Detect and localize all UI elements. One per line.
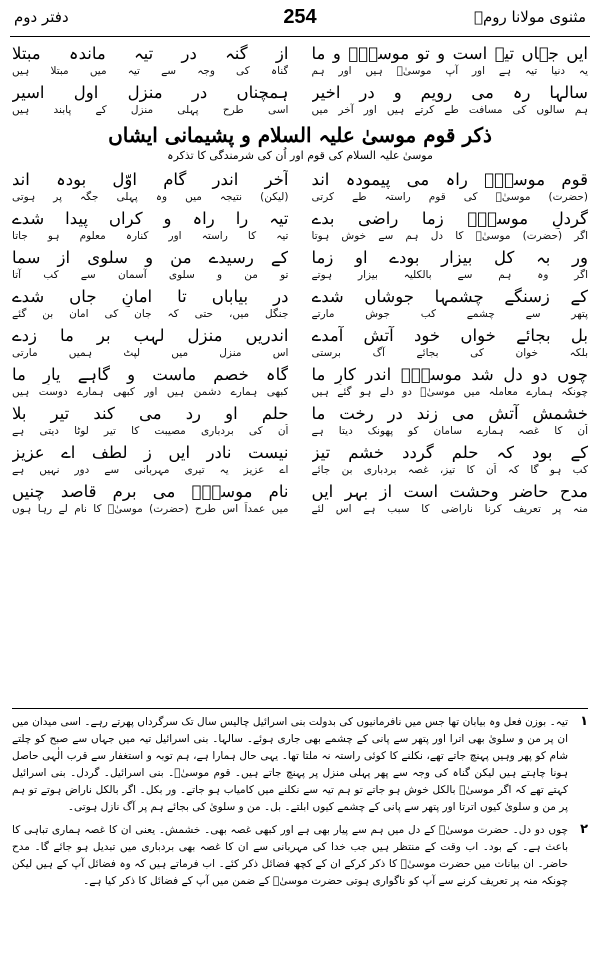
verse-first-hemistich: کے زسنگے چشمہا جوشاں شدے bbox=[311, 287, 588, 306]
couplet bbox=[12, 482, 588, 517]
couplet-verse bbox=[12, 404, 588, 424]
footnotes bbox=[12, 714, 588, 896]
couplet-translation bbox=[12, 229, 588, 244]
verse-first-hemistich: گردلِ موسیٰؑ زما راضی بدے bbox=[311, 209, 588, 228]
couplet-translation bbox=[12, 463, 588, 478]
couplet-verse bbox=[12, 44, 588, 64]
translation-first: اُن کا غصہ ہمارے سامان کو پھونک دیتا ہے bbox=[311, 425, 588, 437]
verse-first-hemistich: قوم موسیٰؑ راہ می پیمودہ اند bbox=[311, 170, 588, 189]
verse-second-hemistich: نیست نادر ایں ز لطف اے عزیز bbox=[12, 443, 289, 462]
verse-second-hemistich: حلم او رد می کند تیر بلا bbox=[12, 404, 289, 423]
verse-second-hemistich: از گنہ در تیہ ماندہ مبتلا bbox=[12, 44, 289, 63]
couplet bbox=[12, 404, 588, 439]
verse-first-hemistich: سالہا رہ می رویم و در اخیر bbox=[311, 83, 588, 102]
couplet bbox=[12, 83, 588, 118]
page-number: 254 bbox=[283, 6, 317, 28]
couplet bbox=[12, 248, 588, 283]
translation-second: (لیکن) نتیجہ میں وہ پہلی جگہ پر ہوتی bbox=[12, 191, 289, 203]
verse-second-hemistich: در بیاباں تا امانِ جاں شدے bbox=[12, 287, 289, 306]
couplet-translation bbox=[12, 64, 588, 79]
verse-first-hemistich: خشمش آتش می زند در رخت ما bbox=[311, 404, 588, 423]
verse-second-hemistich: نام موسیٰؑ می برم قاصد چنیں bbox=[12, 482, 289, 501]
verse-section-2 bbox=[12, 170, 588, 517]
footnote-number: ۱ bbox=[580, 714, 588, 729]
verse-second-hemistich: آخر اندر گام اوّل بودہ اند bbox=[12, 170, 289, 189]
footnote-text: چوں دو دل۔ حضرت موسیٰؑ کے دل میں ہم سے پیار بھی ہے اور کبھی غصہ بھی۔ خشمش۔ یعنی ان کا غصہ ہماری تباہی کا باعث ہے۔ کے بود۔ اب وقت کے منتظر ہیں جب خدا کی مہربانی سے ان کا غصہ بھی بردباری میں تبدیل ہو جائے گا۔ مدح حاضر۔ ان بیانات میں حضرت موسیٰؑ کا ذکر کرکے ان کے کچھ فضائل ذکر کئے۔ اب فرماتے ہیں کہ وہ فضائل آپ کے ہیں لیکن چونکہ منہ پر تعریف کرنے سے آپ کو ناگواری ہوتی حضرت موسیٰؑ کے ضمن میں آپ کے فضائل کا ذکر کیا ہے۔ bbox=[12, 824, 568, 887]
translation-first: منہ پر تعریف کرنا ناراضی کا سبب ہے اس لئے bbox=[311, 503, 588, 515]
translation-second: اس منزل میں لپٹ ہمیں مارتی bbox=[12, 347, 289, 359]
couplet-verse bbox=[12, 209, 588, 229]
translation-first: ہم سالوں کی مسافت طے کرتے ہیں اور آخر میں bbox=[311, 104, 588, 116]
couplet-verse bbox=[12, 482, 588, 502]
translation-second: میں عمداً اس طرح (حضرت) موسیٰؑ کا نام لے رہا ہوں bbox=[12, 503, 289, 515]
translation-second: اسی طرح پہلی منزل کے پابند ہیں bbox=[12, 104, 289, 116]
verse-second-hemistich: ہمچناں در منزل اول اسیر bbox=[12, 83, 289, 102]
couplet-verse bbox=[12, 287, 588, 307]
couplet bbox=[12, 287, 588, 322]
couplet bbox=[12, 365, 588, 400]
translation-first: یہ دنیا تیہ ہے اور آپ موسیٰؑ ہیں اور ہم bbox=[311, 65, 588, 77]
translation-second: تیہ کا راستہ اور کنارہ معلوم ہو جاتا bbox=[12, 230, 289, 242]
translation-second: اے عزیز یہ تیری مہربانی سے دور نہیں ہے bbox=[12, 464, 289, 476]
couplet-translation bbox=[12, 190, 588, 205]
couplet-verse bbox=[12, 365, 588, 385]
translation-first: اگر وہ ہم سے بالکلیہ بیزار ہوتے bbox=[311, 269, 588, 281]
couplet-verse bbox=[12, 443, 588, 463]
page-header bbox=[10, 6, 590, 34]
volume-title: دفتر دوم bbox=[14, 8, 69, 26]
couplet-translation bbox=[12, 502, 588, 517]
verse-first-hemistich: چوں دو دل شد موسیٰؑ اندر کارِ ما bbox=[311, 365, 588, 384]
footnote-number: ۲ bbox=[580, 822, 588, 837]
couplet bbox=[12, 326, 588, 361]
couplet bbox=[12, 170, 588, 205]
footnote-rule bbox=[12, 708, 588, 709]
couplet-translation bbox=[12, 268, 588, 283]
section-subheading: موسیٰ علیہ السلام کی قوم اور اُن کی شرمندگی کا تذکرہ bbox=[167, 149, 433, 162]
translation-first: پتھر سے چشمے کب جوش مارتے bbox=[311, 308, 588, 320]
couplet-verse bbox=[12, 248, 588, 268]
translation-first: کب ہو گا کہ اُن کا تیز، غصہ بردباری بن جائے bbox=[311, 464, 588, 476]
header-rule bbox=[10, 36, 590, 37]
footnote-1 bbox=[12, 714, 588, 816]
translation-second: کبھی ہمارے دشمن ہیں اور کبھی ہمارے دوست ہیں bbox=[12, 386, 289, 398]
couplet-translation bbox=[12, 103, 588, 118]
couplet-translation bbox=[12, 346, 588, 361]
couplet-translation bbox=[12, 307, 588, 322]
verse-second-hemistich: اندریں منزل لہب بر ما زدے bbox=[12, 326, 289, 345]
couplet-translation bbox=[12, 424, 588, 439]
section-heading: ذکر قوم موسیٰ علیہ السلام و پشیمانی ایشاں bbox=[108, 123, 492, 147]
verse-second-hemistich: کے رسیدے من و سلوی از سما bbox=[12, 248, 289, 267]
translation-second: تو من و سلوی آسمان سے کب آتا bbox=[12, 269, 289, 281]
footnote-2 bbox=[12, 822, 588, 890]
verse-first-hemistich: مدح حاضر وحشت است از بہر ایں bbox=[311, 482, 588, 501]
couplet bbox=[12, 44, 588, 79]
couplet-verse bbox=[12, 170, 588, 190]
couplet bbox=[12, 209, 588, 244]
footnote-text: تیہ۔ بوزن فعل وہ بیابان تھا جس میں نافرمانیوں کی بدولت بنی اسرائیل چالیس سال تک سرگرداں پھرتے رہے۔ اسی میدان میں ان پر من و سلویٰ بھی اترا اور پتھر سے پانی کے چشمے بھی جاری ہوئے۔ سالہا۔ بنی اسرائیل تیہ میں جہاں سے صبح کو چلتے شام کو پھر وہیں پہنچ جاتے تھے، نکلنے کا کوئی راستہ نہ ملتا تھا۔ یہی حال ہمارا ہے، ہم توبہ و استغفار سے قرب الٰہی حاصل ہونا چاہتے ہیں لیکن گناہ کی وجہ سے پھر پہلی منزل پر پہنچ جاتے ہیں۔ قوم موسیٰؑ۔ بنی اسرائیل۔ گردل۔ بنی اسرائیل کہتے تھے کہ اگر موسیٰؑ بالکل خوش ہو جاتے تو ہم تیہ سے نکلنے میں کامیاب ہو جاتے۔ ور بکل۔ اگر بالکل ناراض ہوتے تو ہم پر من و سلویٰ کیوں اترتا اور پتھر سے پانی کے چشمے کیوں ابلتے۔ بل۔ من و سلویٰ کی بجائے ہم پر آگ نازل ہوتی۔ bbox=[12, 716, 568, 813]
translation-first: بلکہ خوان کی بجائے آگ برستی bbox=[311, 347, 588, 359]
couplet-verse bbox=[12, 83, 588, 103]
verse-first-hemistich: بل بجائے خواں خود آتش آمدے bbox=[311, 326, 588, 345]
translation-second: گناہ کی وجہ سے تیہ میں مبتلا ہیں bbox=[12, 65, 289, 77]
verse-second-hemistich: گاہ خصم ماست و گاہے یارِ ما bbox=[12, 365, 289, 384]
translation-second: جنگل میں، حتی کہ جان کی امان بن گئے bbox=[12, 308, 289, 320]
verse-first-hemistich: کے بود کہ حلم گردد خشم تیز bbox=[311, 443, 588, 462]
verse-first-hemistich: ایں جہاں تیہ است و تو موسیٰؑ و ما bbox=[311, 44, 588, 63]
translation-first: چونکہ ہمارے معاملہ میں موسیٰؑ دو دلے ہو گئے ہیں bbox=[311, 386, 588, 398]
translation-second: اُن کی بردباری مصیبت کا تیر لوٹا دیتی ہے bbox=[12, 425, 289, 437]
book-title: مثنوی مولانا رومؒ bbox=[474, 8, 586, 26]
verse-text bbox=[12, 44, 588, 521]
couplet-verse bbox=[12, 326, 588, 346]
verse-section-1 bbox=[12, 44, 588, 118]
couplet-translation bbox=[12, 385, 588, 400]
translation-first: اگر (حضرت) موسیٰؑ کا دل ہم سے خوش ہوتا bbox=[311, 230, 588, 242]
verse-first-hemistich: ور بہ کل بیزار بودے او زما bbox=[311, 248, 588, 267]
translation-first: (حضرت) موسیٰؑ کی قوم راستہ طے کرتی bbox=[311, 191, 588, 203]
couplet bbox=[12, 443, 588, 478]
verse-second-hemistich: تیہ را راہ و کراں پیدا شدے bbox=[12, 209, 289, 228]
